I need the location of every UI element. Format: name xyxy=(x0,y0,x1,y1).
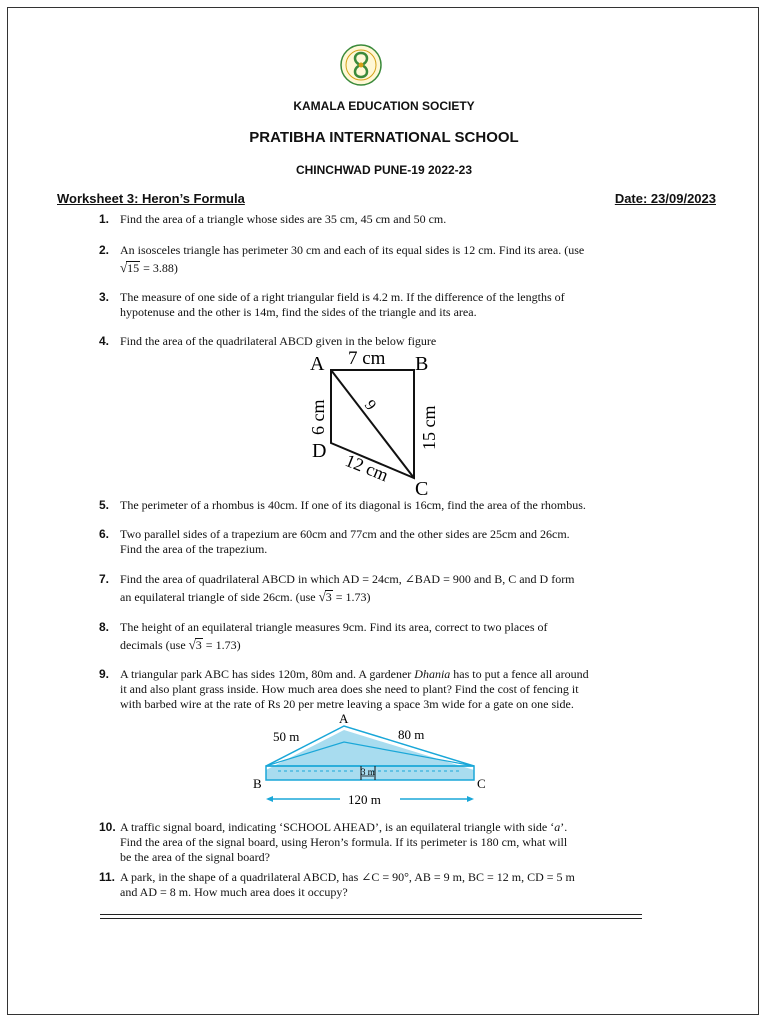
question-text: hypotenuse and the other is 14m, find the sides of the triangle and its area. xyxy=(120,305,477,319)
question-text: decimals (use xyxy=(120,638,189,652)
vertex-b-label: B xyxy=(253,776,262,791)
question-text: it and also plant grass inside. How much area does she need to plant? Find the cost of fencing it xyxy=(120,682,579,696)
school-name: PRATIBHA INTERNATIONAL SCHOOL xyxy=(249,129,519,146)
question-number: 10. xyxy=(99,820,116,834)
question-text: and AD = 8 m. How much area does it occupy? xyxy=(120,885,348,899)
question-text: an equilateral triangle of side 26cm. (use xyxy=(120,590,319,604)
sqrt-argument: 3 xyxy=(325,590,332,604)
question-11 xyxy=(99,870,659,900)
question-text: with barbed wire at the rate of Rs 20 per metre leaving a space 3m wide for a gate on one side. xyxy=(120,697,574,711)
sqrt-symbol: √ xyxy=(318,589,326,604)
question-text: The perimeter of a rhombus is 40cm. If one of its diagonal is 16cm, find the area of the rhombus. xyxy=(120,498,586,512)
vertex-c-label: C xyxy=(415,478,429,495)
question-text: Find the area of a triangle whose sides are 35 cm, 45 cm and 50 cm. xyxy=(120,212,447,226)
question-number: 1. xyxy=(99,212,110,226)
question-9 xyxy=(99,667,659,712)
triangular-park-figure xyxy=(248,710,498,810)
footer-rule xyxy=(100,918,642,919)
diagonal-ac-label: 9 xyxy=(360,396,380,414)
question-text: A traffic signal board, indicating ‘SCHOOL AHEAD’, is an equilateral triangle with side ‘ xyxy=(120,820,555,834)
question-number: 5. xyxy=(99,498,110,512)
question-text: Find the area of the quadrilateral ABCD given in the below figure xyxy=(120,334,437,348)
question-text: Find the area of quadrilateral ABCD in which AD = 24cm, ∠BAD = 900 and B, C and D form xyxy=(120,572,575,586)
question-text: The measure of one side of a right triangular field is 4.2 m. If the difference of the lengths of xyxy=(120,290,565,304)
question-number: 11. xyxy=(99,870,116,884)
question-6 xyxy=(99,527,659,557)
side-ac-label: 80 m xyxy=(398,727,425,742)
question-number: 3. xyxy=(99,290,110,304)
sqrt-symbol: √ xyxy=(188,637,196,652)
quadrilateral-figure xyxy=(300,345,440,495)
question-number: 2. xyxy=(99,243,110,257)
side-bc-label: 15 cm xyxy=(419,405,439,450)
sqrt-argument: 15 xyxy=(127,261,140,275)
side-ad-label: 6 cm xyxy=(308,399,328,435)
side-dc-label: 12 cm xyxy=(342,450,392,486)
question-text: Find the area of the trapezium. xyxy=(120,542,268,556)
question-text: ’. xyxy=(560,820,568,834)
vertex-c-label: C xyxy=(477,776,486,791)
question-text: Find the area of the signal board, using Heron’s formula. If its perimeter is 180 cm, what will xyxy=(120,835,568,849)
vertex-b-label: B xyxy=(415,353,429,375)
footer-rule xyxy=(100,914,642,915)
question-text-tail: = 3.88) xyxy=(140,261,178,275)
question-text: Two parallel sides of a trapezium are 60cm and 77cm and the other sides are 25cm and 26cm. xyxy=(120,527,570,541)
variable: a xyxy=(554,820,561,834)
side-bc-label: 120 m xyxy=(348,792,381,807)
question-10 xyxy=(99,820,659,865)
worksheet-date: Date: 23/09/2023 xyxy=(614,191,716,206)
question-text: The height of an equilateral triangle measures 9cm. Find its area, correct to two places of xyxy=(120,620,548,634)
sqrt-argument: 3 xyxy=(195,638,202,652)
question-text: A triangular park ABC has sides 120m, 80m and. A gardener xyxy=(120,667,415,681)
person-name: Dhania xyxy=(414,667,451,681)
question-text: An isosceles triangle has perimeter 30 cm and each of its equal sides is 12 cm. Find its area. (use xyxy=(120,243,585,257)
school-logo-icon xyxy=(339,43,383,87)
question-text: has to put a fence all around xyxy=(450,667,589,681)
worksheet-title: Worksheet 3: Heron’s Formula xyxy=(57,191,245,206)
gate-label: 3 m xyxy=(361,767,375,777)
question-text: A park, in the shape of a quadrilateral ABCD, has ∠C = 90°, AB = 9 m, BC = 12 m, CD = 5 m xyxy=(120,870,575,884)
question-number: 9. xyxy=(99,667,110,681)
society-name: KAMALA EDUCATION SOCIETY xyxy=(293,99,475,113)
question-3 xyxy=(99,290,659,320)
vertex-d-label: D xyxy=(312,440,327,462)
question-number: 6. xyxy=(99,527,110,541)
sqrt-symbol: √ xyxy=(120,260,128,275)
school-location: CHINCHWAD PUNE-19 2022-23 xyxy=(295,163,473,177)
question-number: 7. xyxy=(99,572,110,586)
question-number: 4. xyxy=(99,334,110,348)
question-2 xyxy=(99,243,659,276)
question-text: be the area of the signal board? xyxy=(120,850,270,864)
question-text-tail: = 1.73) xyxy=(202,638,241,652)
vertex-a-label: A xyxy=(310,353,325,375)
side-ab-label: 50 m xyxy=(273,729,300,744)
question-8 xyxy=(99,620,659,653)
vertex-a-label: A xyxy=(339,711,349,726)
question-text-tail: = 1.73) xyxy=(332,590,371,604)
question-5 xyxy=(99,498,659,513)
question-1 xyxy=(99,212,659,227)
side-ab-label: 7 cm xyxy=(348,348,386,369)
question-7 xyxy=(99,572,659,605)
question-number: 8. xyxy=(99,620,110,634)
